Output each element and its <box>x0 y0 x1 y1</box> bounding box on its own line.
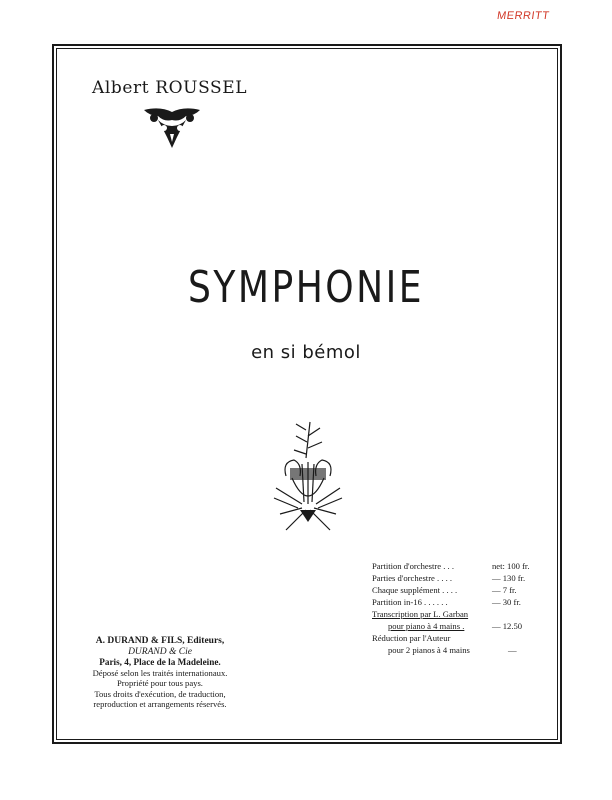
publisher-imprint: DURAND & Cie <box>128 646 192 657</box>
price-label: Chaque supplément . . . . <box>372 585 458 595</box>
price-label: pour piano à 4 mains . <box>388 621 465 631</box>
handwritten-stamp: MERRITT <box>496 10 551 22</box>
price-label: pour 2 pianos à 4 mains <box>388 645 470 655</box>
price-value: — 30 fr. <box>492 597 521 607</box>
legal-line: Tous droits d'exécution, de traduction, <box>94 688 226 699</box>
publisher-address: Paris, 4, Place de la Madeleine. <box>99 657 221 667</box>
price-value: — 12.50 <box>492 621 523 631</box>
price-value: — 7 fr. <box>492 585 517 595</box>
composer-name: Albert ROUSSEL <box>92 78 248 98</box>
publisher-info <box>70 636 250 710</box>
legal-line: reproduction et arrangements réservés. <box>93 699 227 709</box>
page-subtitle: en si bémol <box>251 342 361 363</box>
price-row <box>372 620 558 632</box>
price-row <box>372 584 558 596</box>
price-label: Transcription par L. Garban <box>372 609 469 619</box>
price-value: — <box>508 645 517 655</box>
price-label: Partition d'orchestre . . . <box>372 561 454 571</box>
price-value: — 130 fr. <box>492 573 526 583</box>
floral-ornament-icon <box>140 104 204 152</box>
price-row <box>372 596 558 608</box>
legal-line: Déposé selon les traités internationaux. <box>92 667 228 678</box>
lyre-ornament-icon <box>266 418 350 536</box>
price-row <box>372 644 558 656</box>
price-row <box>372 632 558 644</box>
price-label: Partition in-16 . . . . . . <box>372 597 448 607</box>
publisher-name: A. DURAND & FILS, Editeurs, <box>95 636 225 646</box>
legal-line: Propriété pour tous pays. <box>117 678 203 688</box>
price-label: Réduction par l'Auteur <box>372 633 451 643</box>
price-value: net: 100 fr. <box>492 561 530 571</box>
price-row <box>372 572 558 584</box>
price-row <box>372 560 558 572</box>
price-row <box>372 608 558 620</box>
price-label: Parties d'orchestre . . . . <box>372 573 453 583</box>
price-list <box>372 560 558 656</box>
page-title: SYMPHONIE <box>188 262 424 313</box>
